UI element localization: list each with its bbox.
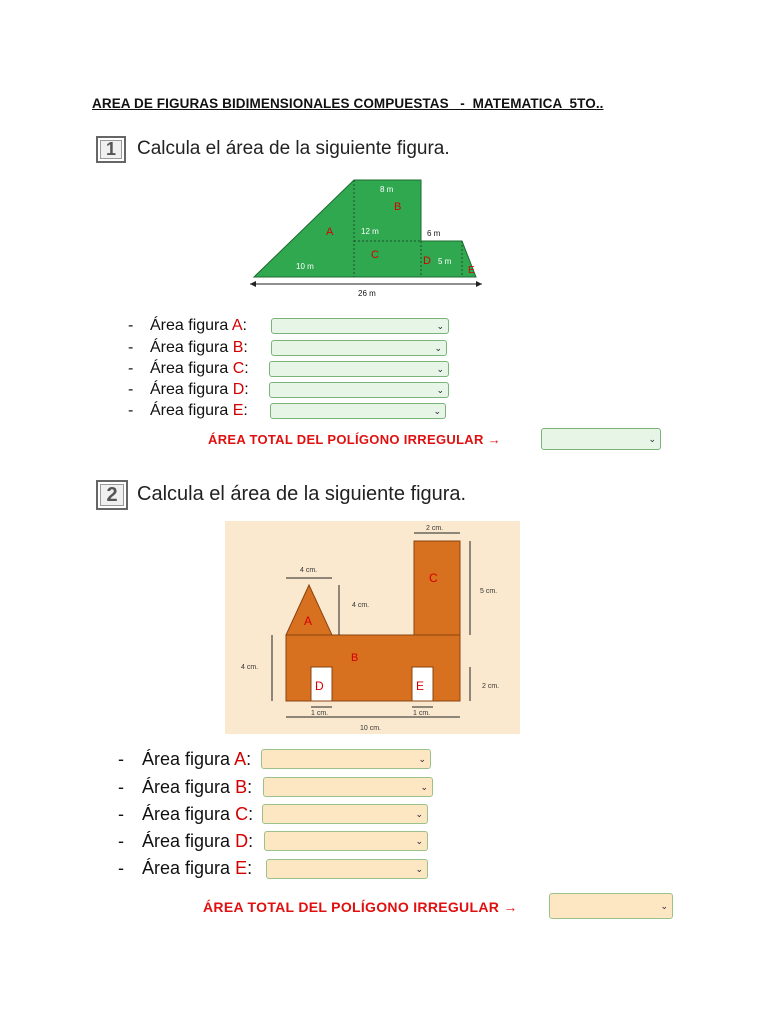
fig1-label-c: C	[371, 249, 379, 261]
q1-select-a[interactable]	[271, 318, 449, 334]
fig2-label-a: A	[304, 614, 313, 628]
fig1-label-a: A	[326, 226, 334, 238]
fig2-dim-total: 10 cm.	[360, 725, 382, 732]
fig2-label-c: C	[429, 571, 438, 585]
fig1-label-b: B	[394, 201, 402, 213]
fig2-dim-e-w: 1 cm.	[413, 710, 431, 717]
fig2-dim-top: 2 cm.	[426, 525, 444, 532]
chevron-down-icon: ⌄	[415, 809, 423, 819]
fig2-dim-d-w: 1 cm.	[311, 710, 329, 717]
fig2-dim-door-h: 2 cm.	[482, 683, 500, 690]
fig1-label-d: D	[423, 255, 431, 267]
q2-total-label: ÁREA TOTAL DEL POLÍGONO IRREGULAR →	[203, 899, 518, 915]
fig1-dim-left-height: 12 m	[361, 227, 379, 236]
document-title: AREA DE FIGURAS BIDIMENSIONALES COMPUESTAS - MATEMATICA 5TO..	[92, 96, 604, 111]
q2-select-c[interactable]	[262, 804, 428, 824]
fig1-dim-total: 26 m	[358, 289, 376, 298]
q1-select-e[interactable]	[270, 403, 446, 419]
fig1-dim-top: 8 m	[380, 185, 394, 194]
q2-row-c: - Área figura C: ⌄	[118, 804, 438, 828]
fig2-label-b: B	[351, 652, 359, 664]
q2-select-a[interactable]	[261, 749, 431, 769]
q1-total-select[interactable]	[541, 428, 661, 450]
q2-total-select[interactable]	[549, 893, 673, 919]
q2-row-e: - Área figura E: ⌄	[118, 858, 438, 882]
fig1-dim-left-base: 10 m	[296, 262, 314, 271]
figure-2	[225, 521, 520, 734]
fig2-dim-tri-h: 4 cm.	[352, 602, 370, 609]
fig1-label-e: E	[468, 265, 475, 276]
q1-total-label: ÁREA TOTAL DEL POLÍGONO IRREGULAR →	[208, 432, 501, 447]
q1-row-a: - Área figura A: ⌄	[128, 317, 458, 339]
chevron-down-icon: ⌄	[415, 864, 423, 874]
fig2-dim-c-h: 5 cm.	[480, 588, 498, 595]
figure-1	[240, 172, 500, 302]
chevron-down-icon: ⌄	[436, 385, 444, 395]
q2-row-b: - Área figura B: ⌄	[118, 777, 438, 801]
chevron-down-icon: ⌄	[433, 406, 441, 416]
q1-row-d: - Área figura D: ⌄	[128, 381, 458, 403]
question-2-number: 2	[96, 480, 128, 510]
chevron-down-icon: ⌄	[418, 754, 426, 764]
q1-row-b: - Área figura B: ⌄	[128, 339, 458, 361]
q1-select-d[interactable]	[269, 382, 449, 398]
fig2-label-e: E	[416, 679, 425, 693]
q1-row-e: - Área figura E: ⌄	[128, 402, 458, 424]
q2-row-d: - Área figura D: ⌄	[118, 831, 438, 855]
question-2-prompt: Calcula el área de la siguiente figura.	[137, 483, 467, 505]
fig2-dim-tri-w: 4 cm.	[300, 567, 318, 574]
fig2-dim-b-h: 4 cm.	[241, 664, 259, 671]
question-1-number: 1	[96, 136, 126, 163]
chevron-down-icon: ⌄	[436, 364, 444, 374]
q1-select-c[interactable]	[269, 361, 449, 377]
q1-select-b[interactable]	[271, 340, 447, 356]
question-1-prompt: Calcula el área de la siguiente figura.	[137, 138, 450, 159]
q2-select-e[interactable]	[266, 859, 428, 879]
fig1-dim-small: 5 m	[438, 257, 452, 266]
chevron-down-icon: ⌄	[415, 836, 423, 846]
chevron-down-icon: ⌄	[420, 782, 428, 792]
q2-select-d[interactable]	[264, 831, 428, 851]
q2-row-a: - Área figura A: ⌄	[118, 749, 438, 773]
chevron-down-icon: ⌄	[648, 434, 656, 444]
fig1-dim-step: 6 m	[427, 229, 441, 238]
chevron-down-icon: ⌄	[436, 321, 444, 331]
fig2-label-d: D	[315, 679, 324, 693]
chevron-down-icon: ⌄	[660, 901, 668, 911]
q1-row-c: - Área figura C: ⌄	[128, 360, 458, 382]
figure-2-tower	[414, 541, 460, 635]
q2-select-b[interactable]	[263, 777, 433, 797]
chevron-down-icon: ⌄	[434, 343, 442, 353]
